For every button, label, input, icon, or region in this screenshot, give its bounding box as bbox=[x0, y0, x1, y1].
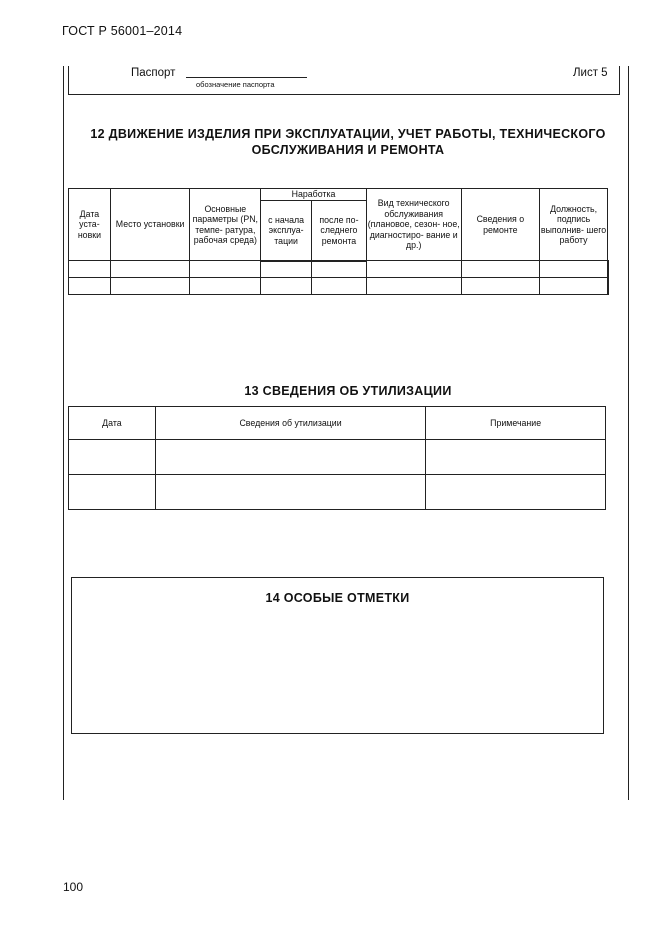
table-row bbox=[69, 440, 606, 475]
table-cell[interactable] bbox=[155, 440, 425, 475]
col-install-date: Дата уста- новки bbox=[69, 189, 111, 261]
table-cell[interactable] bbox=[261, 278, 312, 295]
table-cell[interactable] bbox=[312, 261, 367, 278]
table-cell[interactable] bbox=[110, 278, 190, 295]
table-cell[interactable] bbox=[426, 440, 606, 475]
sheet-label: Лист 5 bbox=[573, 67, 608, 79]
table-cell[interactable] bbox=[261, 261, 312, 278]
col-runtime: Наработка bbox=[261, 189, 367, 201]
section-14-title: 14 ОСОБЫЕ ОТМЕТКИ bbox=[265, 591, 410, 605]
section-13-title: 13 СВЕДЕНИЯ ОБ УТИЛИЗАЦИИ bbox=[244, 384, 452, 398]
table-cell[interactable] bbox=[461, 278, 540, 295]
col-service-type: Вид технического обслуживания (плановое, сезон- ное, диагностиро- вание и др.) bbox=[366, 189, 461, 261]
table-row bbox=[69, 278, 609, 295]
frame-left-border bbox=[63, 66, 64, 800]
section-12-title: 12 ДВИЖЕНИЕ ИЗДЕЛИЯ ПРИ ЭКСПЛУАТАЦИИ, УЧЕТ РАБОТЫ, ТЕХНИЧЕСКОГО ОБСЛУЖИВАНИЯ И РЕМОНТА bbox=[90, 127, 606, 157]
table-cell[interactable] bbox=[190, 278, 261, 295]
passport-label: Паспорт bbox=[131, 67, 176, 79]
disposal-table bbox=[68, 406, 606, 510]
col-install-place: Место установки bbox=[110, 189, 190, 261]
col-disposal-info: Сведения об утилизации bbox=[155, 407, 425, 440]
col-disposal-note: Примечание bbox=[426, 407, 606, 440]
table-cell[interactable] bbox=[366, 278, 461, 295]
standard-code: ГОСТ Р 56001–2014 bbox=[62, 24, 183, 38]
table-cell[interactable] bbox=[461, 261, 540, 278]
table-cell[interactable] bbox=[69, 475, 156, 510]
table-cell[interactable] bbox=[540, 261, 608, 278]
table-cell[interactable] bbox=[69, 440, 156, 475]
frame-right-border bbox=[628, 66, 629, 800]
page-number: 100 bbox=[63, 880, 84, 894]
col-position-signature: Должность, подпись выполнив- шего работу bbox=[540, 189, 608, 261]
table-cell[interactable] bbox=[540, 278, 608, 295]
table-cell[interactable] bbox=[608, 261, 609, 278]
col-repair-info: Сведения о ремонте bbox=[461, 189, 540, 261]
col-main-parameters: Основные параметры (PN, темпе- ратура, рабочая среда) bbox=[190, 189, 261, 261]
table-cell[interactable] bbox=[312, 278, 367, 295]
col-disposal-date: Дата bbox=[69, 407, 156, 440]
table-cell[interactable] bbox=[155, 475, 425, 510]
table-row bbox=[69, 261, 609, 278]
table-cell[interactable] bbox=[69, 261, 111, 278]
table-cell[interactable] bbox=[608, 278, 609, 295]
col-runtime-from-start: с начала эксплуа- тации bbox=[261, 201, 312, 261]
table-cell[interactable] bbox=[426, 475, 606, 510]
col-runtime-after-repair: после по- следнего ремонта bbox=[312, 201, 367, 261]
table-cell[interactable] bbox=[190, 261, 261, 278]
table-cell[interactable] bbox=[110, 261, 190, 278]
passport-designation-line bbox=[186, 77, 307, 78]
operation-log-table bbox=[68, 188, 609, 295]
table-cell[interactable] bbox=[366, 261, 461, 278]
table-cell[interactable] bbox=[69, 278, 111, 295]
table-row bbox=[69, 475, 606, 510]
passport-designation-caption: обозначение паспорта bbox=[196, 80, 275, 89]
